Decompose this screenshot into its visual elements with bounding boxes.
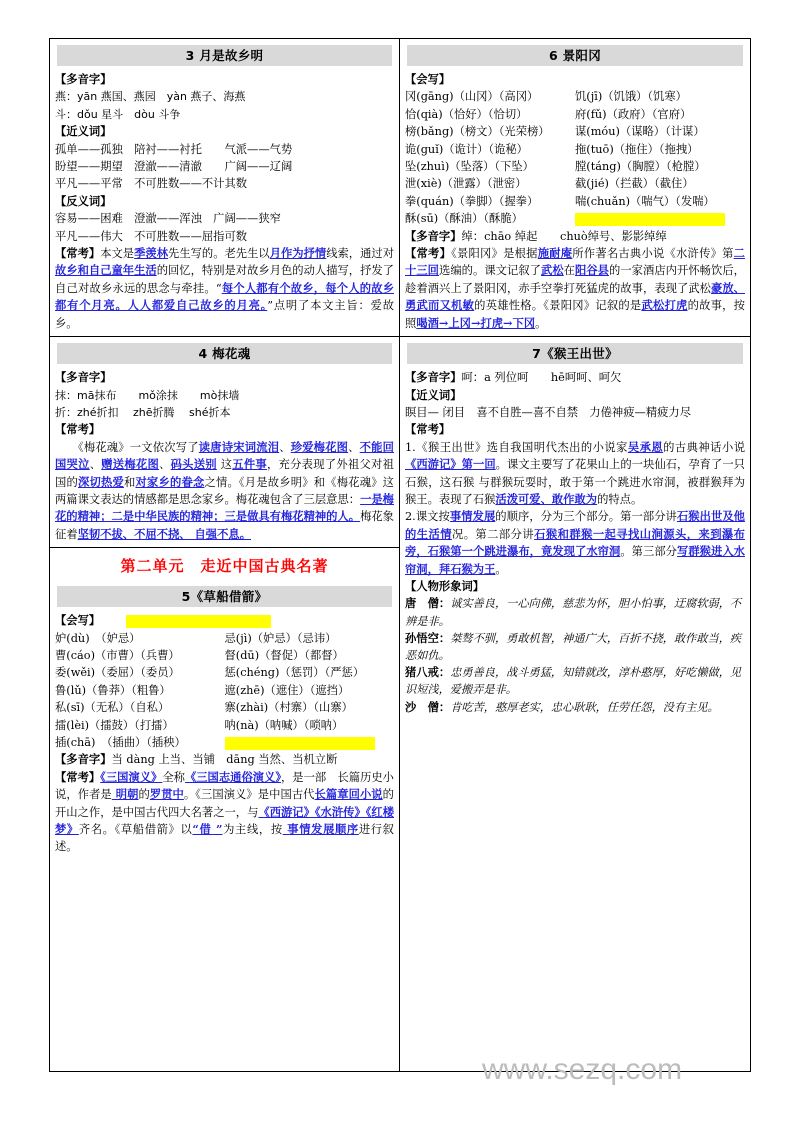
changkao-rich-l7-2 xyxy=(405,510,745,575)
zi-cell: 府(fǔ)（政府）（官府） xyxy=(575,107,692,121)
zi-table-l5 xyxy=(55,630,394,752)
body-text: 1.《猴王出世》选自我国明代杰出的小说家 xyxy=(405,440,628,454)
emphasis-underline: 长篇章回小说 xyxy=(314,787,383,802)
changkao-rich-l6 xyxy=(405,247,745,330)
highlight-bar xyxy=(575,213,725,226)
emphasis-underline: 《西游记》第一回 xyxy=(405,457,496,472)
character-portrait-item xyxy=(405,630,745,664)
body-text: ”点明了本文主旨：爱故乡。 xyxy=(55,299,395,330)
emphasis-underline: 活泼可爱、敢作敢为 xyxy=(495,491,598,506)
zi-row xyxy=(405,210,745,227)
changkao-rich-l4 xyxy=(55,441,394,541)
zi-row xyxy=(405,158,745,175)
body-text: 的顺序，分为三个部分。第一部分讲 xyxy=(495,510,677,524)
body-text: 先生写的。老先生以 xyxy=(168,247,270,261)
character-traits: 桀骜不驯，勇敢机智，神通广大，百折不挠，敢作敢当，疾恶如仇。 xyxy=(405,631,742,662)
lesson-block-7 xyxy=(400,337,750,1071)
body-text: 的 xyxy=(138,788,150,802)
zi-cell: 诡(guǐ)（诡计）（诡秘） xyxy=(405,142,528,156)
body-text: 《梅花魂》一文依次写了 xyxy=(55,440,199,454)
duoyinzi-line-l7: 呵：a 列位呵 hē呵呵、呵欠 xyxy=(461,371,622,385)
zi-cell: 酥(sū)（酥油）（酥脆） xyxy=(405,212,523,226)
zi-cell: 泄(xiè)（泄露）（泄密） xyxy=(405,177,527,191)
emphasis-underline: 写群猴进入水帘洞，拜石猴为王 xyxy=(405,544,745,576)
emphasis-underline: 赠送梅花图 xyxy=(101,457,160,472)
emphasis-underline: 对家乡的眷念 xyxy=(135,474,205,489)
body-text: 的特点。 xyxy=(597,492,643,506)
emphasis-underline: 罗贯中 xyxy=(149,787,184,802)
changkao-paragraph-l7-1 xyxy=(405,439,745,509)
body-text: 的一家酒店内开怀畅饮后，趁着酒兴上了景阳冈，赤手空拳打死猛虎的故事，表现了武松 xyxy=(405,264,745,295)
zi-cell: 曹(cáo)（市曹）（兵曹） xyxy=(55,648,180,662)
emphasis-underline: 施耐庵 xyxy=(537,246,573,261)
label-changkao-l5: 【常考】 xyxy=(55,769,101,784)
emphasis-underline: 深切热爱 xyxy=(78,474,124,489)
changkao-rich-l7-1 xyxy=(405,441,745,506)
duoyinzi-line-l3-0: 燕：yān 燕国、燕园 yàn 燕子、海燕 xyxy=(55,90,246,104)
body-text: ，是一部 长篇历史小说，作者是 xyxy=(55,770,394,802)
emphasis-underline: 五件事 xyxy=(232,457,267,472)
emphasis-underline: 石猴和群猴一起寻找山涧源头，来到瀑布旁，石猴第一个跳进瀑布，竟发现了水帘洞 xyxy=(405,526,745,559)
zi-cell: 拖(tuō)（拖住）（拖拽） xyxy=(575,142,699,156)
character-traits: 肯吃苦，憨厚老实，忠心耿耿，任劳任怨，没有主见。 xyxy=(450,700,719,714)
zi-cell: 妒(dù) （妒忌） xyxy=(55,631,141,645)
emphasis-underline: 故乡和自己童年生活 xyxy=(55,263,157,278)
body-text: 齐名。《草船借箭》以 xyxy=(78,823,193,837)
fanyici-line-l3-0: 容易——困难 澄澈——浑浊 广阔——狭窄 xyxy=(55,212,281,226)
body-text: 、 xyxy=(89,458,102,472)
lesson-title-5: 5《草船借箭》 xyxy=(57,586,392,607)
lesson-block-5 xyxy=(50,548,399,1071)
body-text: 线索，通过对 xyxy=(326,247,394,261)
emphasis-underline: 事情发展顺序 xyxy=(282,822,359,837)
body-text: 。课文主要写了花果山上的一块仙石，孕育了一只石猴，这石猴 与群猴玩耍时，敢于第一个跳进水帘洞，被群猴拜为猴王。表现了石猴 xyxy=(405,458,745,506)
emphasis-underline: 事情发展 xyxy=(449,509,496,524)
zi-cell: 忌(jì)（妒忌）（忌讳） xyxy=(224,631,337,645)
label-changkao-l6: 【常考】 xyxy=(405,246,452,261)
jinyici-line-l3-0: 孤单——孤独 陪衬——衬托 气派——气势 xyxy=(55,142,293,156)
lesson-title-3: 3 月是故乡明 xyxy=(57,45,392,66)
character-portrait-item xyxy=(405,595,745,629)
emphasis-underline: 每个人都有个故乡，每个人的故乡都有个月亮。人人都爱自己故乡的月亮。 xyxy=(55,280,394,313)
label-duoyinzi-l5: 【多音字】 xyxy=(55,752,112,767)
changkao-paragraph-l5 xyxy=(55,769,394,856)
lesson-block-4 xyxy=(50,337,399,548)
label-huixie-l5: 【会写】 xyxy=(55,613,101,628)
zi-row xyxy=(405,88,745,105)
emphasis-underline: 喝酒→上冈→打虎→下冈 xyxy=(416,315,536,330)
body-text: 。《三国演义》是中国古代 xyxy=(183,788,315,802)
duoyinzi-line-l5: 当 dàng 上当、当铺 dāng 当然、当机立断 xyxy=(111,753,338,767)
highlight-bar-l5-top xyxy=(126,615,271,628)
zi-cell: 膛(táng)（胸膛）（枪膛） xyxy=(575,160,706,174)
character-traits: 诚实善良，一心向佛，慈悲为怀，胆小怕事，迂腐软弱，不辨是非。 xyxy=(405,597,742,628)
zi-row xyxy=(405,175,745,192)
body-text: 的故事，按照 xyxy=(405,299,745,330)
label-duoyinzi-l4: 【多音字】 xyxy=(55,370,112,385)
zi-row xyxy=(55,647,394,664)
emphasis-underline: 坚韧不拔、不屈不挠、 自强不息。 xyxy=(77,526,251,541)
emphasis-underline: “借 ” xyxy=(192,822,223,837)
zi-cell: 恰(qià)（恰好）（恰切） xyxy=(405,107,528,121)
zi-row xyxy=(55,699,394,716)
body-text: 2.课文按 xyxy=(405,510,450,524)
character-name: 孙悟空： xyxy=(405,631,451,645)
zi-cell xyxy=(575,210,745,227)
emphasis-underline: 武松打虎 xyxy=(641,298,688,313)
label-duoyinzi-l6: 【多音字】 xyxy=(405,228,462,243)
emphasis-underline: 珍爱梅花图 xyxy=(290,439,349,454)
lesson-title-7: 7《猴王出世》 xyxy=(407,343,743,364)
character-portrait-list xyxy=(405,595,745,715)
label-renwu-xingxiang: 【人物形象词】 xyxy=(405,578,485,593)
changkao-paragraph-l6 xyxy=(405,245,745,332)
site-watermark: www.sezq.com xyxy=(482,1053,683,1086)
emphasis-underline: 武松 xyxy=(540,263,564,278)
body-text: 的开山之作，是中国古代四大名著之一，与 xyxy=(55,788,394,819)
character-name: 沙 僧： xyxy=(405,700,451,714)
zi-row xyxy=(55,682,394,699)
body-text: 况。第二部分讲 xyxy=(451,527,535,541)
zi-cell: 饥(jī)（饥饿）（饥寒） xyxy=(575,90,687,104)
zi-cell: 喘(chuǎn)（喘气）（发喘） xyxy=(575,194,715,208)
label-changkao-l3: 【常考】 xyxy=(55,246,101,261)
jinyici-line-l7: 瞑目— 闭目 喜不自胜—喜不自禁 力倦神疲—精疲力尽 xyxy=(405,405,692,419)
body-text: 、 xyxy=(348,440,360,454)
duoyinzi-line-l6: 绰：chāo 绰起 chuò绰号、影影绰绰 xyxy=(461,229,667,243)
highlight-bar xyxy=(225,737,375,750)
zi-cell: 委(wěi)（委屈）（委员） xyxy=(55,666,180,680)
body-text: 进行叙述。 xyxy=(55,823,394,854)
label-duoyinzi-l3: 【多音字】 xyxy=(55,72,112,86)
zi-cell: 呐(nà)（呐喊）（唢呐） xyxy=(224,718,344,732)
zi-cell: 寨(zhài)（村寨）（山寨） xyxy=(224,701,353,715)
label-duoyinzi-l7: 【多音字】 xyxy=(405,370,462,385)
jinyici-line-l3-2: 平凡——平常 不可胜数——不计其数 xyxy=(55,177,248,191)
character-traits: 忠勇善良，战斗勇猛，知错就改，淳朴憨厚，好吃懒做，见识短浅，爱搬弄是非。 xyxy=(405,666,742,697)
character-portrait-item xyxy=(405,664,745,698)
zi-table-l6 xyxy=(405,88,745,227)
changkao-rich-l5 xyxy=(55,771,394,854)
emphasis-underline: 吴承恩 xyxy=(627,439,664,454)
emphasis-underline: 不能回国哭泣 xyxy=(55,439,394,472)
changkao-paragraph-l4 xyxy=(55,439,394,543)
body-text: 。 xyxy=(535,316,547,330)
zi-cell: 插(chā) （插曲）（插秧） xyxy=(55,736,186,749)
body-text: 。第三部分 xyxy=(620,545,678,559)
zi-cell: 私(sī)（无私）（自私） xyxy=(55,701,170,715)
emphasis-underline: 明朝 xyxy=(111,787,139,802)
changkao-paragraph-l3 xyxy=(55,245,394,332)
emphasis-underline: 码头送别 xyxy=(170,457,217,472)
label-huixie-l5-row xyxy=(55,612,394,629)
zi-row xyxy=(405,106,745,123)
body-text: 所作著名古典小说《水浒传》第 xyxy=(572,247,734,261)
body-text: 《景阳冈》是根据 xyxy=(451,247,538,261)
unit-heading: 第二单元 走近中国古典名著 xyxy=(120,557,329,576)
right-column xyxy=(400,39,750,1071)
zi-cell: 拳(quán)（拳脚）（握拳） xyxy=(405,194,539,208)
body-text: 全称 xyxy=(162,770,185,784)
zi-cell: 坠(zhuì)（坠落）（下坠） xyxy=(405,160,534,174)
body-text: 。 xyxy=(495,562,507,576)
duoyinzi-line-l4-1: 折：zhé折扣 zhē折腾 shé折本 xyxy=(55,405,231,419)
emphasis-underline: 《西游记》《水浒传》《红楼梦》 xyxy=(55,804,394,837)
body-text: 的回忆，特别是对故乡月色的动人描写，抒发了自己对故乡永远的思念与牵挂。“ xyxy=(55,264,394,295)
body-text: ，充分表现了外祖父对祖国的 xyxy=(55,458,394,489)
zi-row xyxy=(405,141,745,158)
label-fanyici-l3: 【反义词】 xyxy=(55,193,112,208)
lesson-title-6: 6 景阳冈 xyxy=(407,45,743,66)
lesson-title-4: 4 梅花魂 xyxy=(57,343,392,364)
duoyinzi-line-l3-1: 斗：dǒu 星斗 dòu 斗争 xyxy=(55,107,181,121)
emphasis-underline: 《三国演义》 xyxy=(100,769,163,784)
body-text: 的古典神话小说 xyxy=(663,440,745,454)
body-text: 本文是 xyxy=(100,247,135,261)
zi-cell: 遮(zhē)（遮住）（遮挡） xyxy=(224,683,350,697)
changkao-paragraph-l7-2 xyxy=(405,508,745,578)
zi-row xyxy=(405,193,745,210)
emphasis-underline: 一是梅花的精神；二是中华民族的精神；三是做具有梅花精神的人。 xyxy=(55,491,394,524)
body-text: 、 xyxy=(159,458,171,472)
emphasis-underline: 《三国志通俗演义》 xyxy=(184,769,281,784)
zi-cell: 鲁(lǔ)（鲁莽）（粗鲁） xyxy=(55,683,171,697)
label-huixie-l6: 【会写】 xyxy=(405,72,451,86)
zi-row xyxy=(55,717,394,734)
duoyinzi-row-l7 xyxy=(405,369,745,386)
jinyici-line-l3-1: 盼望——期望 澄澈——清澈 广阔——辽阔 xyxy=(55,160,293,174)
duoyinzi-row-l6 xyxy=(405,228,745,245)
emphasis-underline: 月作为抒情 xyxy=(269,246,327,261)
body-text: 在 xyxy=(563,264,575,278)
zi-cell: 谋(móu)（谋略）（计谋） xyxy=(575,125,705,139)
emphasis-underline: 豪放、勇武而又机敏 xyxy=(405,280,745,313)
left-column xyxy=(50,39,400,1071)
character-name: 唐 僧： xyxy=(405,597,451,611)
body-text: 梅花象征着 xyxy=(55,510,394,541)
label-jinyici-l3: 【近义词】 xyxy=(55,124,112,139)
zi-row xyxy=(55,664,394,681)
zi-cell: 截(jié)（拦截）（截住） xyxy=(575,177,694,191)
label-changkao-l4: 【常考】 xyxy=(55,422,101,437)
body-text: 和 xyxy=(123,475,136,489)
emphasis-underline: 二十三回 xyxy=(405,246,745,278)
duoyinzi-row-l5 xyxy=(55,751,394,768)
zi-cell: 榜(bǎng)（榜文）（光荣榜） xyxy=(405,125,550,139)
lesson-block-3 xyxy=(50,39,399,337)
character-name: 猪八戒： xyxy=(405,666,451,680)
emphasis-underline: 石猴出世及他的生活情 xyxy=(405,509,745,541)
zi-cell: 冈(gāng)（山冈）（高冈） xyxy=(405,90,539,104)
zi-cell: 督(dū)（督促）（都督） xyxy=(224,648,344,662)
character-portrait-item xyxy=(405,699,745,716)
fanyici-line-l3-1: 平凡——伟大 不可胜数——屈指可数 xyxy=(55,229,248,243)
zi-row xyxy=(55,630,394,647)
changkao-rich-l3 xyxy=(55,247,394,330)
zi-row xyxy=(55,734,394,751)
body-text: 、 xyxy=(279,440,291,454)
emphasis-underline: 读唐诗宋词流泪 xyxy=(198,439,280,454)
emphasis-underline: 阳谷县 xyxy=(575,263,609,278)
zi-cell: 擂(lèi)（擂鼓）（打擂） xyxy=(55,718,174,732)
body-text: 的英雄性格。《景阳冈》记叙的是 xyxy=(474,299,642,313)
study-notes-table xyxy=(49,38,751,1072)
duoyinzi-line-l4-0: 抹：mā抹布 mǒ涂抹 mò抹墙 xyxy=(55,388,240,402)
label-jinyici-l7: 【近义词】 xyxy=(405,387,462,402)
body-text: 之情。《月是故乡明》和《梅花魂》这两篇课文表达的情感都是思念家乡。梅花魂包含了三层意思： xyxy=(55,475,394,506)
body-text: 这 xyxy=(216,458,233,472)
label-changkao-l7: 【常考】 xyxy=(405,422,451,437)
lesson-block-6 xyxy=(400,39,750,337)
emphasis-underline: 季羡林 xyxy=(134,246,169,261)
zi-cell xyxy=(225,734,395,751)
zi-row xyxy=(405,123,745,140)
body-text: 为主线，按 xyxy=(222,823,283,837)
zi-cell: 惩(chéng)（惩罚）（严惩） xyxy=(224,666,365,680)
body-text: 选编的。课文记叙了 xyxy=(439,264,541,278)
